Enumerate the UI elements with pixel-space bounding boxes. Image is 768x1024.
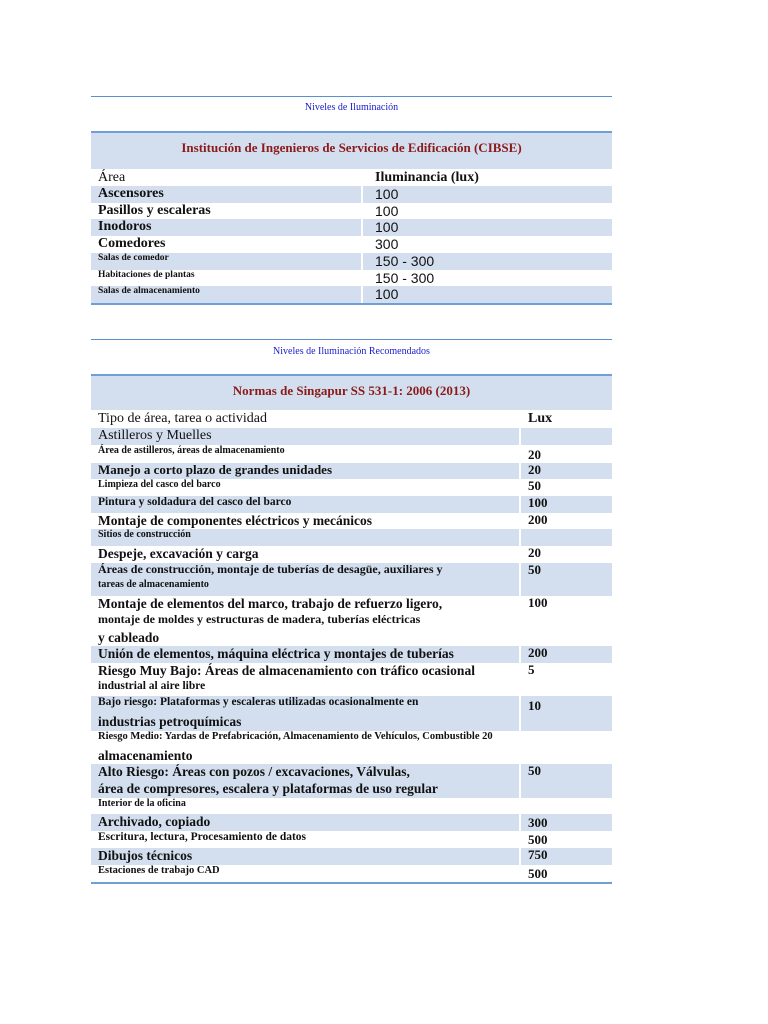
- header-area: Área: [98, 170, 126, 185]
- row-task: Sitios de construcción: [91, 529, 520, 546]
- row-area: Inodoros: [91, 219, 362, 236]
- table-header-row: [91, 169, 612, 186]
- row-lux: [520, 714, 612, 731]
- divider: [91, 303, 612, 305]
- table-row: [91, 479, 612, 496]
- table-row: [91, 445, 612, 463]
- row-task: montaje de moldes y estructuras de madera, tuberías eléctricas: [98, 611, 421, 626]
- row-area: Pasillos y escaleras: [98, 202, 211, 218]
- table-row: [91, 463, 612, 480]
- table-row: [91, 714, 612, 731]
- row-task: industrial al aire libre: [98, 679, 206, 692]
- row-lux: 150 - 300: [362, 253, 612, 270]
- table-row: [91, 219, 612, 236]
- row-area: Salas de comedor: [91, 253, 362, 270]
- row-lux: 100: [520, 596, 612, 613]
- table-row: [91, 546, 612, 563]
- row-area: Comedores: [98, 236, 166, 252]
- section2-table-wrap: [91, 411, 612, 884]
- table-row: [91, 663, 612, 680]
- section1-band-title: Institución de Ingenieros de Servicios de Edificación (CIBSE): [181, 140, 522, 155]
- row-task: Riesgo Medio: Yardas de Prefabricación, Almacenamiento de Vehículos, Combustible 20: [98, 730, 493, 742]
- row-lux: [520, 680, 612, 697]
- table-row: [91, 814, 612, 831]
- table-row: [91, 579, 612, 596]
- table-row: [91, 764, 612, 781]
- table-row: [91, 203, 612, 220]
- row-lux: [520, 748, 612, 765]
- table-row: [91, 798, 612, 815]
- row-task: Astilleros y Muelles: [91, 428, 520, 445]
- row-lux: 300: [362, 236, 612, 253]
- section1-title-block: [91, 96, 612, 113]
- row-task: tareas de almacenamiento: [91, 579, 520, 596]
- row-task: Despeje, excavación y carga: [98, 546, 259, 562]
- row-lux: 500: [520, 831, 612, 848]
- singapore-table: [91, 411, 612, 882]
- table-row: [91, 748, 612, 765]
- header-lux: Iluminancia (lux): [362, 169, 612, 186]
- table-row: [91, 831, 612, 848]
- cibse-table: [91, 169, 612, 303]
- row-lux: 100: [362, 219, 612, 236]
- section2-band-title: Normas de Singapur SS 531-1: 2006 (2013): [232, 383, 471, 398]
- row-lux: 100: [362, 286, 612, 303]
- table-row: [91, 781, 612, 798]
- row-task: Escritura, lectura, Procesamiento de datos: [98, 831, 307, 844]
- row-lux: 100: [362, 186, 612, 203]
- table-row: [91, 646, 612, 663]
- row-lux: 500: [520, 865, 612, 882]
- row-task: industrias petroquímicas: [91, 714, 520, 731]
- table-row: [91, 253, 612, 270]
- row-lux: 100: [520, 496, 612, 513]
- section2-title: Niveles de Iluminación Recomendados: [273, 346, 430, 357]
- section2-band: [91, 374, 612, 410]
- table-row: [91, 596, 612, 613]
- row-task: y cableado: [98, 629, 160, 645]
- header-lux: Lux: [520, 411, 612, 428]
- row-lux: 150 - 300: [362, 270, 612, 287]
- row-task: Pintura y soldadura del casco del barco: [91, 496, 520, 513]
- table-row: [91, 848, 612, 865]
- row-lux: 50: [520, 479, 612, 496]
- table-row: [91, 186, 612, 203]
- row-lux: [520, 798, 612, 815]
- row-lux: 20: [520, 445, 612, 463]
- row-task: Interior de la oficina: [98, 797, 186, 809]
- row-lux: 200: [520, 646, 612, 663]
- row-lux: [520, 613, 612, 630]
- divider: [91, 96, 612, 97]
- row-lux: 20: [520, 546, 612, 563]
- row-task: Dibujos técnicos: [91, 848, 520, 865]
- table-row: [91, 613, 612, 630]
- row-task: Alto Riesgo: Áreas con pozos / excavaciones, Válvulas,: [91, 764, 520, 781]
- section2-title-block: [91, 339, 612, 357]
- row-task: Áreas de construcción, montaje de tuberías de desagüe, auxiliares y: [91, 563, 520, 580]
- row-task: Archivado, copiado: [91, 814, 520, 831]
- table-row: [91, 270, 612, 287]
- table-row: [91, 630, 612, 647]
- table-row: [91, 428, 612, 445]
- table-header-row: [91, 411, 612, 428]
- row-lux: [520, 529, 612, 546]
- divider: [91, 339, 612, 340]
- row-lux: [520, 781, 612, 798]
- table-row: [91, 696, 612, 714]
- table-row: [91, 865, 612, 882]
- row-task: Estaciones de trabajo CAD: [98, 864, 220, 876]
- row-lux: 50: [520, 764, 612, 781]
- section1-band: [91, 131, 612, 169]
- table-row: [91, 513, 612, 530]
- table-row: [91, 529, 612, 546]
- row-area: Ascensores: [91, 186, 362, 203]
- row-task: almacenamiento: [98, 747, 193, 763]
- divider: [91, 882, 612, 884]
- row-area: Salas de almacenamiento: [91, 286, 362, 303]
- table-row: [91, 680, 612, 697]
- row-lux: [520, 579, 612, 596]
- row-lux: 10: [520, 696, 612, 714]
- table-row: [91, 496, 612, 513]
- row-lux: [520, 630, 612, 647]
- row-lux: 100: [362, 203, 612, 220]
- table-row: [91, 731, 612, 748]
- row-area: Habitaciones de plantas: [98, 269, 195, 280]
- row-lux: 20: [520, 463, 612, 480]
- section1-title: Niveles de Iluminación: [304, 102, 399, 113]
- row-task: área de compresores, escalera y plataformas de uso regular: [91, 781, 520, 798]
- row-lux: 300: [520, 814, 612, 831]
- table-row: [91, 236, 612, 253]
- row-task: Limpieza del casco del barco: [98, 479, 221, 491]
- table-row: [91, 563, 612, 580]
- row-task: Montaje de elementos del marco, trabajo de refuerzo ligero,: [98, 596, 443, 612]
- row-lux: 5: [520, 663, 612, 680]
- row-task: Bajo riesgo: Plataformas y escaleras utilizadas ocasionalmente en: [91, 696, 520, 714]
- row-task: Manejo a corto plazo de grandes unidades: [91, 463, 520, 480]
- row-lux: 50: [520, 563, 612, 580]
- table-row: [91, 286, 612, 303]
- row-lux: 750: [520, 848, 612, 865]
- row-task: Unión de elementos, máquina eléctrica y montajes de tuberías: [91, 646, 520, 663]
- header-task: Tipo de área, tarea o actividad: [98, 411, 267, 426]
- row-lux: [520, 428, 612, 445]
- row-task: Área de astilleros, áreas de almacenamiento: [98, 444, 285, 456]
- row-task: Riesgo Muy Bajo: Áreas de almacenamiento con tráfico ocasional: [98, 662, 475, 678]
- row-lux: 200: [520, 513, 612, 530]
- section1-table-wrap: [91, 169, 612, 305]
- row-task: Montaje de componentes eléctricos y mecánicos: [98, 512, 373, 528]
